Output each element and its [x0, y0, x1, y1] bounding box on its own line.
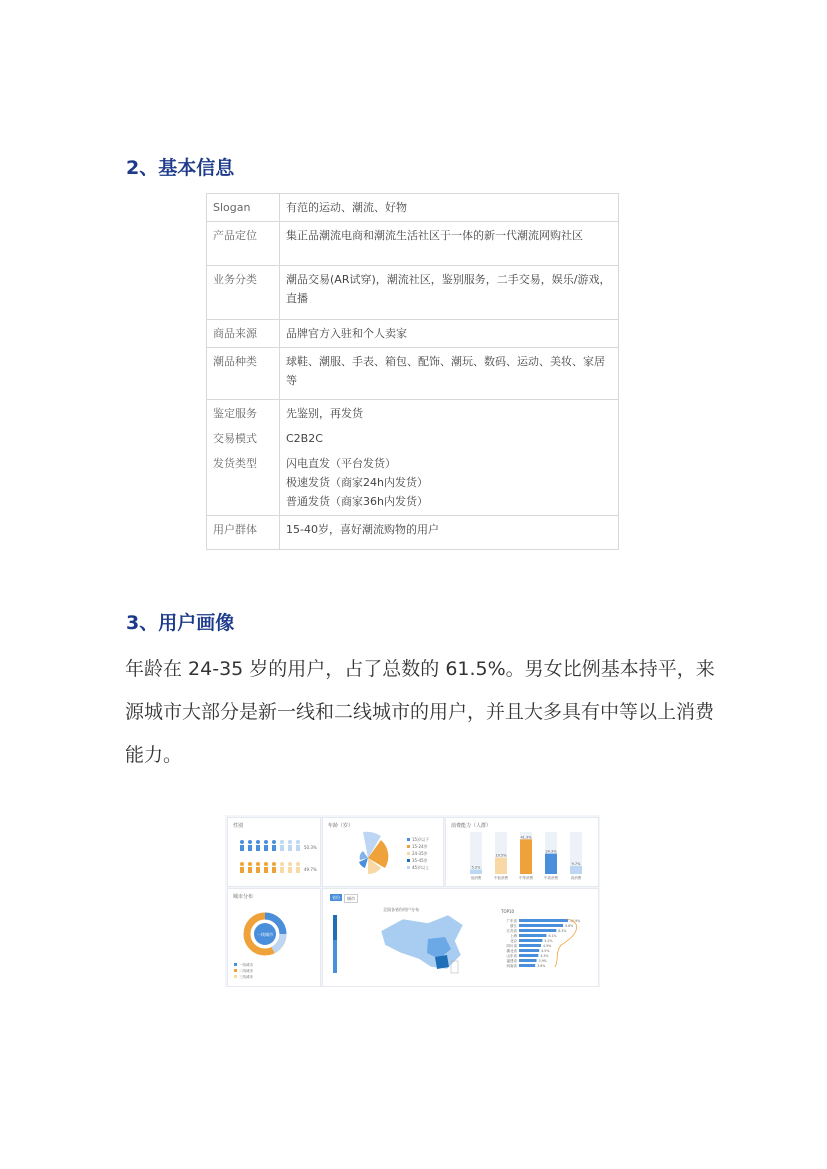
- province-label: 山东省: [506, 954, 517, 958]
- svg-text:一线城市: 一线城市: [239, 963, 253, 967]
- gender-panel: [227, 817, 321, 887]
- province-label: 上海: [510, 934, 517, 938]
- female-value: 49.7%: [304, 867, 317, 872]
- province-label: 广东省: [506, 919, 517, 923]
- row-value: 集正品潮流电商和潮流生活社区于一体的新一代潮流网购社区: [280, 222, 619, 266]
- age-panel: [322, 817, 444, 887]
- svg-text:二线城市: 二线城市: [239, 969, 253, 973]
- row-key: 鉴定服务: [213, 407, 257, 420]
- province-value-label: 9.8%: [565, 924, 574, 928]
- consume-bar: [570, 866, 582, 874]
- row-value: 15-40岁，喜好潮流购物的用户: [280, 516, 619, 550]
- province-label: 北京: [510, 939, 517, 943]
- consume-bar: [545, 854, 557, 874]
- province-bar: [519, 954, 538, 957]
- bar-value-label: 41.3%: [520, 835, 532, 840]
- bar-value-label: 9.7%: [571, 861, 581, 866]
- city-donut-chart: [228, 889, 320, 986]
- svg-text:24-35岁: 24-35岁: [412, 851, 428, 856]
- map-panel: [322, 888, 599, 987]
- row-key: 商品来源: [207, 320, 280, 348]
- bar-category-label: 高消费: [570, 876, 582, 880]
- row-key: 发货类型: [213, 457, 257, 470]
- row-value: 普通发货（商家36h内发货）: [286, 495, 428, 508]
- row-value: 先鉴别，再发货: [286, 407, 363, 420]
- table-row: [207, 516, 619, 550]
- table-row: [207, 194, 619, 222]
- province-value-label: 8.3%: [558, 929, 567, 933]
- province-value-label: 3.9%: [538, 959, 547, 963]
- consume-panel: [445, 817, 599, 887]
- svg-text:45岁以上: 45岁以上: [412, 865, 430, 870]
- row-value: 闪电直发（平台发货）: [286, 457, 396, 470]
- bar-value-label: 5.2%: [471, 865, 481, 870]
- bar-value-label: 19.5%: [495, 853, 507, 858]
- consume-bar: [520, 839, 532, 874]
- province-bar: [519, 924, 563, 927]
- province-bar: [519, 934, 546, 937]
- row-value: 潮品交易(AR试穿)，潮流社区，鉴别服务，二手交易，娱乐/游戏，直播: [280, 266, 619, 320]
- ranking-title: TOP10: [501, 909, 515, 914]
- province-label: 湖北省: [506, 949, 517, 953]
- section-title-user-profile: 3、用户画像: [126, 612, 235, 634]
- bar-value-label: 24.3%: [545, 849, 557, 854]
- row-key: 产品定位: [207, 222, 280, 266]
- svg-text:15-24岁: 15-24岁: [412, 844, 428, 849]
- svg-text:15岁以下: 15岁以下: [412, 837, 430, 842]
- row-value: 球鞋、潮服、手表、箱包、配饰、潮玩、数码、运动、美妆、家居等: [280, 348, 619, 400]
- gender-title: 性别: [233, 823, 244, 829]
- province-bar: [519, 949, 539, 952]
- row-key: 交易模式: [213, 432, 257, 445]
- province-label: 江苏省: [506, 929, 517, 933]
- province-bar: [519, 944, 541, 947]
- row-value: 品牌官方入驻和个人卖家: [280, 320, 619, 348]
- province-label: 浙江: [510, 924, 517, 928]
- male-value: 50.3%: [304, 845, 317, 850]
- table-row: [207, 222, 619, 266]
- province-value-label: 5.2%: [544, 939, 553, 943]
- basic-info-table: [206, 193, 619, 550]
- province-bar: [519, 929, 556, 932]
- province-value-label: 4.9%: [543, 944, 552, 948]
- province-bar: [519, 939, 542, 942]
- svg-text:35-45岁: 35-45岁: [412, 858, 428, 863]
- table-row: [207, 320, 619, 348]
- section-title-basic-info: 2、基本信息: [126, 157, 235, 179]
- row-key: 业务分类: [207, 266, 280, 320]
- table-row: [207, 400, 619, 516]
- bar-category-label: 中等消费: [519, 876, 533, 880]
- consume-title: 消费能力（人群）: [451, 823, 492, 829]
- table-row: [207, 348, 619, 400]
- tab-province[interactable]: 省份: [332, 895, 340, 900]
- province-ranking-chart: [323, 889, 598, 986]
- province-value-label: 4.3%: [540, 954, 549, 958]
- city-panel: [227, 888, 321, 987]
- province-label: 河南省: [506, 964, 517, 968]
- table-row: [207, 266, 619, 320]
- city-title: 城市分布: [233, 894, 254, 900]
- map-caption: 全国各省份用户分布: [383, 907, 419, 912]
- svg-text:三线城市: 三线城市: [239, 975, 253, 979]
- province-bar: [519, 959, 537, 962]
- row-value: 极速发货（商家24h内发货）: [286, 476, 428, 489]
- province-value-label: 4.5%: [541, 949, 550, 953]
- donut-center-label: 一线城市: [257, 932, 273, 937]
- user-profile-dashboard: [225, 815, 600, 987]
- province-label: 四川省: [506, 944, 517, 948]
- bar-category-label: 低消费: [470, 876, 482, 880]
- row-key: Slogan: [207, 194, 280, 222]
- tab-city[interactable]: 城市: [344, 894, 358, 903]
- province-value-label: 3.6%: [537, 964, 546, 968]
- bar-category-label: 中低消费: [494, 876, 508, 880]
- user-profile-paragraph: 年龄在 24-35 岁的用户，占了总数的 61.5%。男女比例基本持平，来源城市大部分是新一线和二线城市的用户，并且大多具有中等以上消费能力。: [125, 658, 715, 766]
- province-value-label: 10.9%: [570, 919, 581, 923]
- consume-bar: [470, 870, 482, 874]
- consume-bar: [495, 858, 507, 874]
- row-key: 潮品种类: [207, 348, 280, 400]
- row-value: C2B2C: [286, 432, 323, 445]
- bar-category-label: 中高消费: [544, 876, 558, 880]
- province-bar: [519, 919, 568, 922]
- row-value: 有范的运动、潮流、好物: [280, 194, 619, 222]
- age-title: 年龄（岁）: [328, 823, 354, 829]
- row-key: 用户群体: [207, 516, 280, 550]
- province-value-label: 6.1%: [548, 934, 557, 938]
- province-label: 福建省: [506, 959, 517, 963]
- province-bar: [519, 964, 535, 967]
